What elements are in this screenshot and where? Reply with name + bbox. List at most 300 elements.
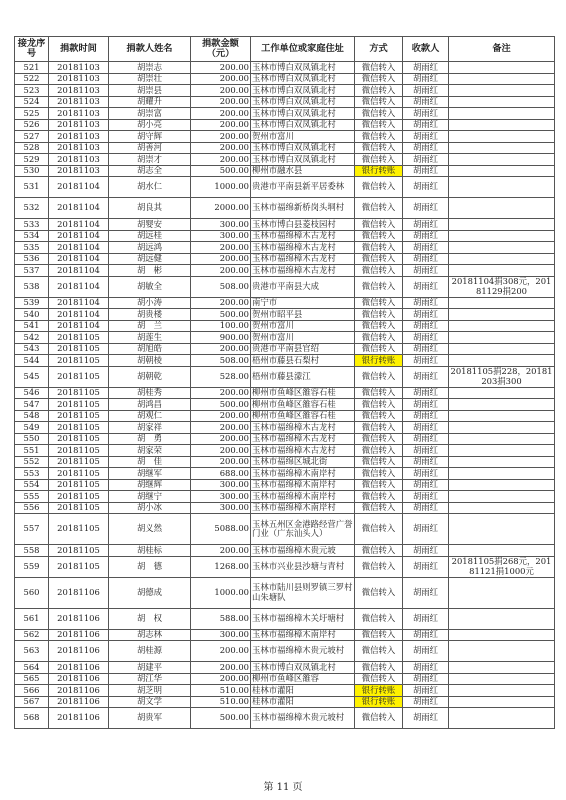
receiver-cell: 胡雨红	[403, 165, 449, 177]
method-cell: 微信转入	[355, 96, 403, 108]
receiver-cell: 胡雨红	[403, 242, 449, 254]
serial-cell: 549	[15, 422, 49, 434]
receiver-cell: 胡雨红	[403, 556, 449, 577]
name-cell: 胡贵军	[109, 708, 191, 729]
serial-cell: 547	[15, 399, 49, 411]
serial-cell: 524	[15, 96, 49, 108]
amount-cell: 200.00	[191, 96, 251, 108]
name-cell: 胡小涛	[109, 297, 191, 309]
name-cell: 胡鸿昌	[109, 399, 191, 411]
date-cell: 20181103	[49, 131, 109, 143]
date-cell: 20181106	[49, 608, 109, 629]
table-row	[15, 253, 555, 265]
serial-cell: 527	[15, 131, 49, 143]
table-row	[15, 641, 555, 662]
amount-cell: 200.00	[191, 545, 251, 557]
note-cell	[449, 410, 555, 422]
serial-cell: 534	[15, 230, 49, 242]
date-cell: 20181106	[49, 629, 109, 641]
address-cell: 玉林市福绵樟木古龙村	[251, 445, 355, 457]
table-row	[15, 491, 555, 503]
address-cell: 玉林市博白县菱枝园村	[251, 219, 355, 231]
donation-table	[14, 36, 555, 729]
date-cell: 20181105	[49, 479, 109, 491]
name-cell: 胡崇才	[109, 154, 191, 166]
table-row	[15, 85, 555, 97]
address-cell: 玉林市福绵樟木南岸村	[251, 468, 355, 480]
date-cell: 20181103	[49, 62, 109, 74]
table-row	[15, 422, 555, 434]
name-cell: 胡继辉	[109, 479, 191, 491]
table-row	[15, 320, 555, 332]
name-cell: 胡家祥	[109, 422, 191, 434]
address-cell: 桂林市灌阳	[251, 685, 355, 697]
address-cell: 玉林市福绵樟木南岸村	[251, 502, 355, 514]
date-cell: 20181105	[49, 514, 109, 545]
method-cell: 微信转入	[355, 545, 403, 557]
serial-cell: 537	[15, 265, 49, 277]
name-cell: 胡志林	[109, 629, 191, 641]
date-cell: 20181105	[49, 545, 109, 557]
receiver-cell: 胡雨红	[403, 366, 449, 387]
name-cell: 胡建平	[109, 662, 191, 674]
note-cell	[449, 85, 555, 97]
name-cell: 胡桂秀	[109, 387, 191, 399]
date-cell: 20181105	[49, 556, 109, 577]
date-cell: 20181103	[49, 142, 109, 154]
header-receiver: 收款人	[403, 37, 449, 62]
name-cell: 胡德成	[109, 577, 191, 608]
method-cell: 微信转入	[355, 320, 403, 332]
receiver-cell: 胡雨红	[403, 708, 449, 729]
amount-cell: 528.00	[191, 366, 251, 387]
receiver-cell: 胡雨红	[403, 96, 449, 108]
note-cell	[449, 96, 555, 108]
date-cell: 20181106	[49, 577, 109, 608]
table-body	[15, 62, 555, 729]
amount-cell: 300.00	[191, 219, 251, 231]
note-cell	[449, 387, 555, 399]
note-cell: 20181105捐268元，20181121捐1000元	[449, 556, 555, 577]
date-cell: 20181106	[49, 708, 109, 729]
amount-cell: 200.00	[191, 343, 251, 355]
serial-cell: 561	[15, 608, 49, 629]
name-cell: 胡崇县	[109, 85, 191, 97]
amount-cell: 200.00	[191, 154, 251, 166]
table-row	[15, 433, 555, 445]
receiver-cell: 胡雨红	[403, 230, 449, 242]
amount-cell: 200.00	[191, 673, 251, 685]
method-cell: 微信转入	[355, 577, 403, 608]
amount-cell: 508.00	[191, 355, 251, 367]
header-amount: 捐款金额（元）	[191, 37, 251, 62]
name-cell: 胡芝明	[109, 685, 191, 697]
method-cell: 微信转入	[355, 142, 403, 154]
receiver-cell: 胡雨红	[403, 142, 449, 154]
table-row	[15, 73, 555, 85]
address-cell: 贺州市富川	[251, 131, 355, 143]
name-cell: 胡 勇	[109, 433, 191, 445]
note-cell	[449, 502, 555, 514]
note-cell	[449, 479, 555, 491]
amount-cell: 510.00	[191, 685, 251, 697]
receiver-cell: 胡雨红	[403, 198, 449, 219]
name-cell: 胡守辉	[109, 131, 191, 143]
date-cell: 20181106	[49, 641, 109, 662]
name-cell: 胡朝乾	[109, 366, 191, 387]
address-cell: 桂林市灌阳	[251, 696, 355, 708]
name-cell: 胡莲生	[109, 332, 191, 344]
note-cell	[449, 696, 555, 708]
date-cell: 20181103	[49, 85, 109, 97]
serial-cell: 560	[15, 577, 49, 608]
serial-cell: 558	[15, 545, 49, 557]
receiver-cell: 胡雨红	[403, 177, 449, 198]
date-cell: 20181106	[49, 662, 109, 674]
serial-cell: 548	[15, 410, 49, 422]
note-cell	[449, 177, 555, 198]
receiver-cell: 胡雨红	[403, 629, 449, 641]
method-cell: 微信转入	[355, 514, 403, 545]
receiver-cell: 胡雨红	[403, 673, 449, 685]
method-cell: 微信转入	[355, 641, 403, 662]
table-row	[15, 696, 555, 708]
receiver-cell: 胡雨红	[403, 219, 449, 231]
address-cell: 玉林市博白双凤镇北村	[251, 662, 355, 674]
date-cell: 20181104	[49, 242, 109, 254]
serial-cell: 565	[15, 673, 49, 685]
address-cell: 柳州市鱼峰区雒容石桂	[251, 399, 355, 411]
address-cell: 玉林市福绵樟木古龙村	[251, 253, 355, 265]
name-cell: 胡 兰	[109, 320, 191, 332]
name-cell: 胡桂源	[109, 641, 191, 662]
date-cell: 20181105	[49, 366, 109, 387]
receiver-cell: 胡雨红	[403, 410, 449, 422]
receiver-cell: 胡雨红	[403, 502, 449, 514]
amount-cell: 1268.00	[191, 556, 251, 577]
amount-cell: 200.00	[191, 422, 251, 434]
receiver-cell: 胡雨红	[403, 577, 449, 608]
table-row	[15, 96, 555, 108]
note-cell	[449, 433, 555, 445]
address-cell: 柳州市鱼峰区雒容石桂	[251, 387, 355, 399]
note-cell	[449, 445, 555, 457]
date-cell: 20181103	[49, 119, 109, 131]
serial-cell: 568	[15, 708, 49, 729]
receiver-cell: 胡雨红	[403, 332, 449, 344]
method-cell: 微信转入	[355, 309, 403, 321]
note-cell	[449, 422, 555, 434]
receiver-cell: 胡雨红	[403, 422, 449, 434]
name-cell: 胡贵楼	[109, 309, 191, 321]
method-cell: 微信转入	[355, 387, 403, 399]
address-cell: 玉林市福绵樟木古龙村	[251, 422, 355, 434]
serial-cell: 544	[15, 355, 49, 367]
table-row	[15, 119, 555, 131]
header-date: 捐款时间	[49, 37, 109, 62]
method-cell: 微信转入	[355, 265, 403, 277]
header-name: 捐款人姓名	[109, 37, 191, 62]
method-cell: 微信转入	[355, 73, 403, 85]
table-row	[15, 708, 555, 729]
note-cell	[449, 514, 555, 545]
method-cell: 微信转入	[355, 708, 403, 729]
address-cell: 贵港市平南县大成	[251, 276, 355, 297]
table-row	[15, 514, 555, 545]
address-cell: 玉林市福绵樟木贵元坡村	[251, 708, 355, 729]
name-cell: 胡 佳	[109, 456, 191, 468]
header-serial: 接龙序号	[15, 37, 49, 62]
name-cell: 胡远桂	[109, 230, 191, 242]
date-cell: 20181106	[49, 685, 109, 697]
method-cell: 微信转入	[355, 410, 403, 422]
amount-cell: 200.00	[191, 131, 251, 143]
date-cell: 20181106	[49, 696, 109, 708]
method-cell: 微信转入	[355, 154, 403, 166]
table-row	[15, 502, 555, 514]
date-cell: 20181105	[49, 502, 109, 514]
address-cell: 梧州市藤县濛江	[251, 366, 355, 387]
name-cell: 胡崇志	[109, 62, 191, 74]
amount-cell: 500.00	[191, 399, 251, 411]
table-row	[15, 219, 555, 231]
method-cell: 微信转入	[355, 662, 403, 674]
serial-cell: 550	[15, 433, 49, 445]
method-cell: 微信转入	[355, 276, 403, 297]
receiver-cell: 胡雨红	[403, 73, 449, 85]
table-row	[15, 309, 555, 321]
table-row	[15, 355, 555, 367]
header-method: 方式	[355, 37, 403, 62]
address-cell: 玉林市博白双凤镇北村	[251, 96, 355, 108]
address-cell: 玉林五州区金港路经营广誉门业（广东汕头人）	[251, 514, 355, 545]
receiver-cell: 胡雨红	[403, 108, 449, 120]
method-cell: 微信转入	[355, 479, 403, 491]
address-cell: 玉林市博白双凤镇北村	[251, 108, 355, 120]
address-cell: 玉林市博白双凤镇北村	[251, 154, 355, 166]
amount-cell: 200.00	[191, 253, 251, 265]
note-cell	[449, 62, 555, 74]
receiver-cell: 胡雨红	[403, 253, 449, 265]
address-cell: 玉林市福绵樟木古龙村	[251, 242, 355, 254]
table-row	[15, 108, 555, 120]
donation-table-sheet	[14, 36, 554, 729]
date-cell: 20181104	[49, 276, 109, 297]
table-row	[15, 62, 555, 74]
name-cell: 胡良其	[109, 198, 191, 219]
receiver-cell: 胡雨红	[403, 62, 449, 74]
date-cell: 20181105	[49, 410, 109, 422]
name-cell: 胡桂标	[109, 545, 191, 557]
note-cell	[449, 320, 555, 332]
method-cell: 微信转入	[355, 131, 403, 143]
method-cell: 微信转入	[355, 177, 403, 198]
note-cell	[449, 629, 555, 641]
date-cell: 20181103	[49, 73, 109, 85]
note-cell	[449, 230, 555, 242]
method-cell: 微信转入	[355, 556, 403, 577]
address-cell: 柳州市融水县	[251, 165, 355, 177]
date-cell: 20181103	[49, 165, 109, 177]
receiver-cell: 胡雨红	[403, 545, 449, 557]
serial-cell: 553	[15, 468, 49, 480]
method-cell: 微信转入	[355, 502, 403, 514]
method-cell: 微信转入	[355, 468, 403, 480]
address-cell: 南宁市	[251, 297, 355, 309]
table-row	[15, 545, 555, 557]
date-cell: 20181105	[49, 491, 109, 503]
serial-cell: 522	[15, 73, 49, 85]
amount-cell: 500.00	[191, 708, 251, 729]
serial-cell: 529	[15, 154, 49, 166]
name-cell: 胡家荣	[109, 445, 191, 457]
receiver-cell: 胡雨红	[403, 85, 449, 97]
amount-cell: 200.00	[191, 297, 251, 309]
amount-cell: 200.00	[191, 433, 251, 445]
amount-cell: 500.00	[191, 309, 251, 321]
serial-cell: 523	[15, 85, 49, 97]
date-cell: 20181105	[49, 332, 109, 344]
amount-cell: 200.00	[191, 73, 251, 85]
address-cell: 玉林市福绵樟木古龙村	[251, 230, 355, 242]
note-cell	[449, 399, 555, 411]
header-address: 工作单位或家庭住址	[251, 37, 355, 62]
address-cell: 玉林市博白双凤镇北村	[251, 85, 355, 97]
date-cell: 20181104	[49, 320, 109, 332]
date-cell: 20181105	[49, 456, 109, 468]
method-cell: 微信转入	[355, 119, 403, 131]
address-cell: 玉林市博白双凤镇北村	[251, 119, 355, 131]
name-cell: 胡继军	[109, 468, 191, 480]
serial-cell: 555	[15, 491, 49, 503]
note-cell	[449, 343, 555, 355]
receiver-cell: 胡雨红	[403, 355, 449, 367]
amount-cell: 200.00	[191, 641, 251, 662]
amount-cell: 508.00	[191, 276, 251, 297]
method-cell: 银行转账	[355, 355, 403, 367]
note-cell: 20181105捐228，20181203捐300	[450, 366, 553, 386]
serial-cell: 554	[15, 479, 49, 491]
table-row	[15, 154, 555, 166]
serial-cell: 533	[15, 219, 49, 231]
serial-cell: 551	[15, 445, 49, 457]
serial-cell: 530	[15, 165, 49, 177]
serial-cell: 532	[15, 198, 49, 219]
note-cell	[449, 685, 555, 697]
address-cell: 玉林市福绵新桥岗头垌村	[251, 198, 355, 219]
serial-cell: 562	[15, 629, 49, 641]
table-row	[15, 685, 555, 697]
serial-cell: 567	[15, 696, 49, 708]
table-row	[15, 662, 555, 674]
serial-cell: 535	[15, 242, 49, 254]
amount-cell: 300.00	[191, 502, 251, 514]
address-cell: 玉林市博白双凤镇北村	[251, 73, 355, 85]
receiver-cell: 胡雨红	[403, 641, 449, 662]
amount-cell: 510.00	[191, 696, 251, 708]
table-row	[15, 399, 555, 411]
note-cell	[449, 242, 555, 254]
amount-cell: 300.00	[191, 491, 251, 503]
note-cell	[449, 131, 555, 143]
serial-cell: 559	[15, 556, 49, 577]
note-cell	[449, 662, 555, 674]
note-cell	[449, 154, 555, 166]
note-cell	[449, 265, 555, 277]
address-cell: 玉林市福绵樟木南岸村	[251, 629, 355, 641]
table-row	[15, 468, 555, 480]
receiver-cell: 胡雨红	[403, 696, 449, 708]
note-cell	[449, 577, 555, 608]
note-cell	[449, 456, 555, 468]
name-cell: 胡崇富	[109, 108, 191, 120]
date-cell: 20181104	[49, 265, 109, 277]
serial-cell: 542	[15, 332, 49, 344]
method-cell: 微信转入	[355, 62, 403, 74]
serial-cell: 536	[15, 253, 49, 265]
amount-cell: 200.00	[191, 108, 251, 120]
address-cell: 柳州市鱼峰区雒容	[251, 673, 355, 685]
receiver-cell: 胡雨红	[403, 154, 449, 166]
date-cell: 20181103	[49, 108, 109, 120]
table-row	[15, 276, 555, 297]
date-cell: 20181104	[49, 177, 109, 198]
date-cell: 20181106	[49, 673, 109, 685]
amount-cell: 300.00	[191, 230, 251, 242]
amount-cell: 5088.00	[191, 514, 251, 545]
amount-cell: 200.00	[191, 242, 251, 254]
method-cell: 微信转入	[355, 85, 403, 97]
name-cell: 胡善河	[109, 142, 191, 154]
amount-cell: 200.00	[191, 85, 251, 97]
address-cell: 玉林市兴业县沙塘与青村	[251, 556, 355, 577]
method-cell: 银行转账	[355, 165, 403, 177]
receiver-cell: 胡雨红	[403, 491, 449, 503]
table-row	[15, 230, 555, 242]
date-cell: 20181105	[49, 433, 109, 445]
header-note: 备注	[449, 37, 555, 62]
name-cell: 胡朝棱	[109, 355, 191, 367]
table-row	[15, 445, 555, 457]
note-cell	[449, 641, 555, 662]
date-cell: 20181105	[49, 445, 109, 457]
receiver-cell: 胡雨红	[403, 276, 449, 297]
note-cell	[449, 673, 555, 685]
amount-cell: 200.00	[191, 456, 251, 468]
table-row	[15, 479, 555, 491]
date-cell: 20181104	[49, 198, 109, 219]
method-cell: 微信转入	[355, 332, 403, 344]
table-row	[15, 142, 555, 154]
amount-cell: 588.00	[191, 608, 251, 629]
serial-cell: 521	[15, 62, 49, 74]
table-row	[15, 332, 555, 344]
table-row	[15, 177, 555, 198]
table-row	[15, 608, 555, 629]
date-cell: 20181104	[49, 309, 109, 321]
date-cell: 20181103	[49, 154, 109, 166]
receiver-cell: 胡雨红	[403, 468, 449, 480]
table-row	[15, 577, 555, 608]
amount-cell: 500.00	[191, 165, 251, 177]
receiver-cell: 胡雨红	[403, 685, 449, 697]
name-cell: 胡继宁	[109, 491, 191, 503]
method-cell: 银行转账	[355, 696, 403, 708]
address-cell: 贺州市昭平县	[251, 309, 355, 321]
serial-cell: 546	[15, 387, 49, 399]
serial-cell: 545	[15, 366, 49, 387]
date-cell: 20181105	[49, 468, 109, 480]
